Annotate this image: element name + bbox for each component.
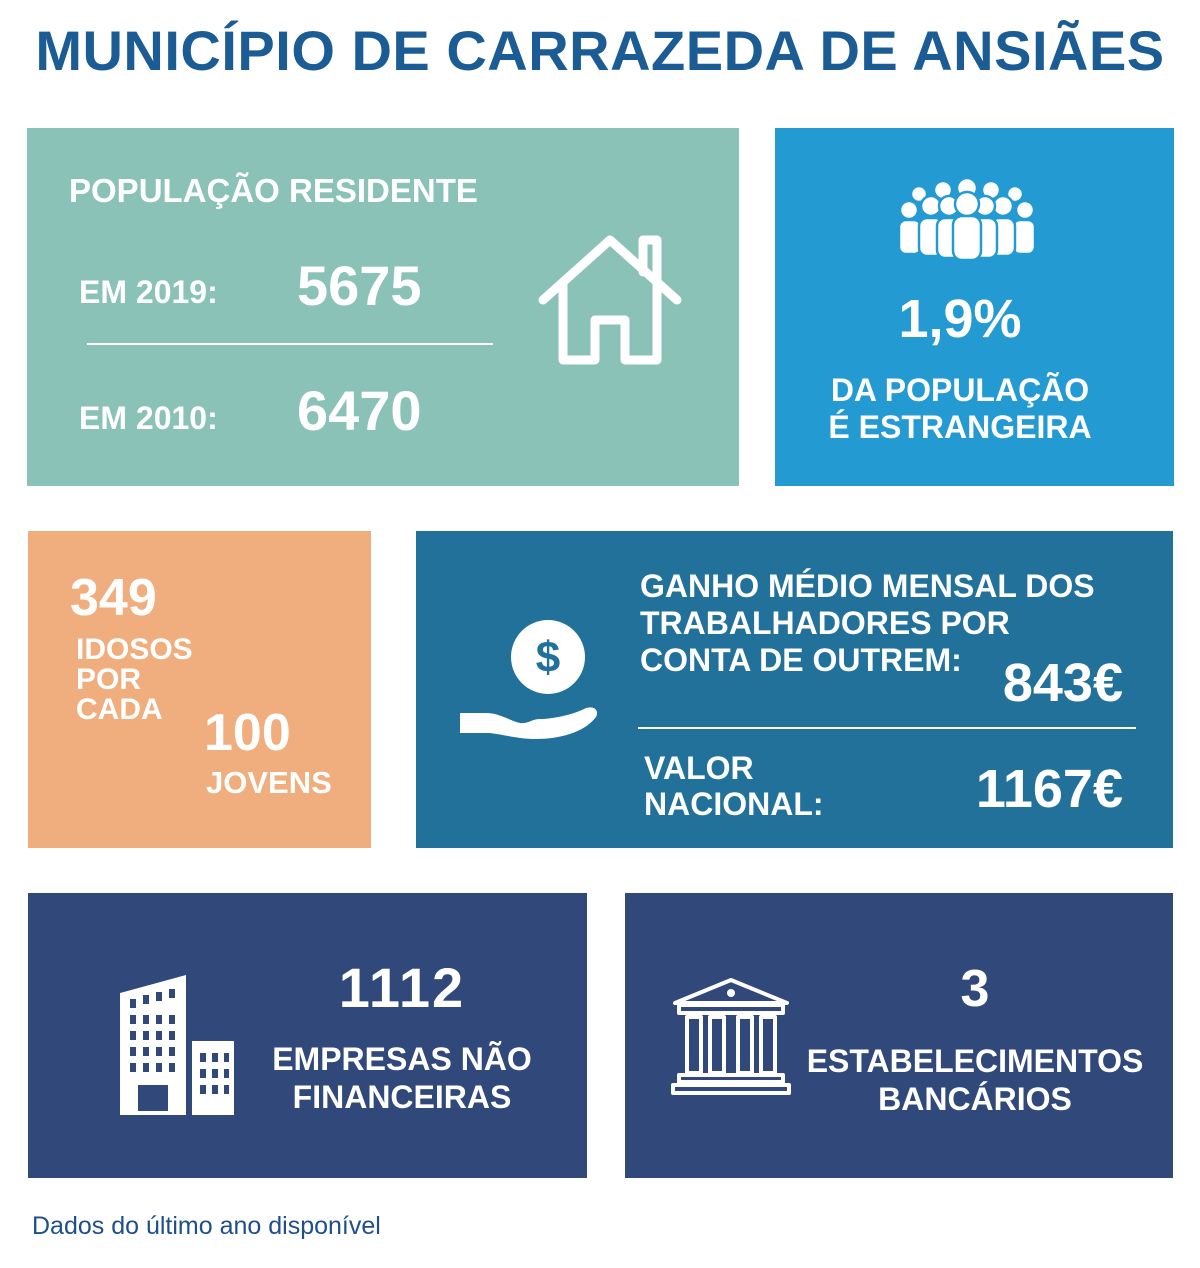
page-title: MUNICÍPIO DE CARRAZEDA DE ANSIÃES	[35, 19, 1165, 82]
earnings-divider	[638, 727, 1136, 729]
national-value: 1167€	[975, 759, 1123, 819]
house-icon	[535, 232, 685, 368]
bank-icon	[671, 977, 791, 1095]
population-2019-value: 5675	[297, 254, 422, 317]
companies-card	[28, 893, 587, 1178]
population-heading: POPULAÇÃO RESIDENTE	[69, 172, 478, 209]
foreign-line2: É ESTRANGEIRA	[828, 409, 1092, 445]
population-2010-label: EM 2010:	[79, 400, 218, 436]
banks-card	[625, 893, 1173, 1178]
companies-value: 1112	[338, 956, 466, 1019]
banks-line2: BANCÁRIOS	[878, 1081, 1072, 1117]
buildings-icon	[116, 973, 236, 1115]
foreign-population-card	[775, 128, 1174, 486]
elderly-label-2: POR	[76, 663, 142, 696]
population-2010-value: 6470	[297, 379, 422, 442]
crowd-icon	[897, 178, 1037, 260]
companies-line1: EMPRESAS NÃO	[272, 1041, 532, 1077]
earnings-card	[416, 531, 1173, 848]
coin-symbol: $	[535, 633, 561, 682]
elderly-label-3: CADA	[76, 693, 163, 726]
youth-value: 100	[204, 704, 291, 762]
earnings-line2: TRABALHADORES POR	[640, 605, 1010, 641]
banks-value: 3	[960, 960, 990, 1018]
earnings-value: 843€	[1002, 653, 1123, 713]
hand-coin-icon	[458, 617, 608, 745]
population-divider	[87, 343, 493, 345]
elderly-card	[28, 531, 371, 848]
footer-note: Dados do último ano disponível	[32, 1212, 381, 1240]
foreign-percentage: 1,9%	[898, 289, 1022, 349]
population-card	[27, 128, 739, 486]
banks-line1: ESTABELECIMENTOS	[806, 1043, 1144, 1079]
elderly-label-1: IDOSOS	[76, 633, 193, 666]
elderly-value: 349	[70, 569, 157, 627]
youth-label: JOVENS	[206, 765, 332, 800]
national-label-2: NACIONAL:	[644, 786, 824, 822]
earnings-line1: GANHO MÉDIO MENSAL DOS	[640, 568, 1095, 604]
companies-line2: FINANCEIRAS	[292, 1079, 512, 1115]
earnings-line3: CONTA DE OUTREM:	[640, 642, 962, 678]
foreign-line1: DA POPULAÇÃO	[830, 372, 1090, 408]
national-label-1: VALOR	[644, 750, 754, 786]
population-2019-label: EM 2019:	[79, 274, 218, 310]
